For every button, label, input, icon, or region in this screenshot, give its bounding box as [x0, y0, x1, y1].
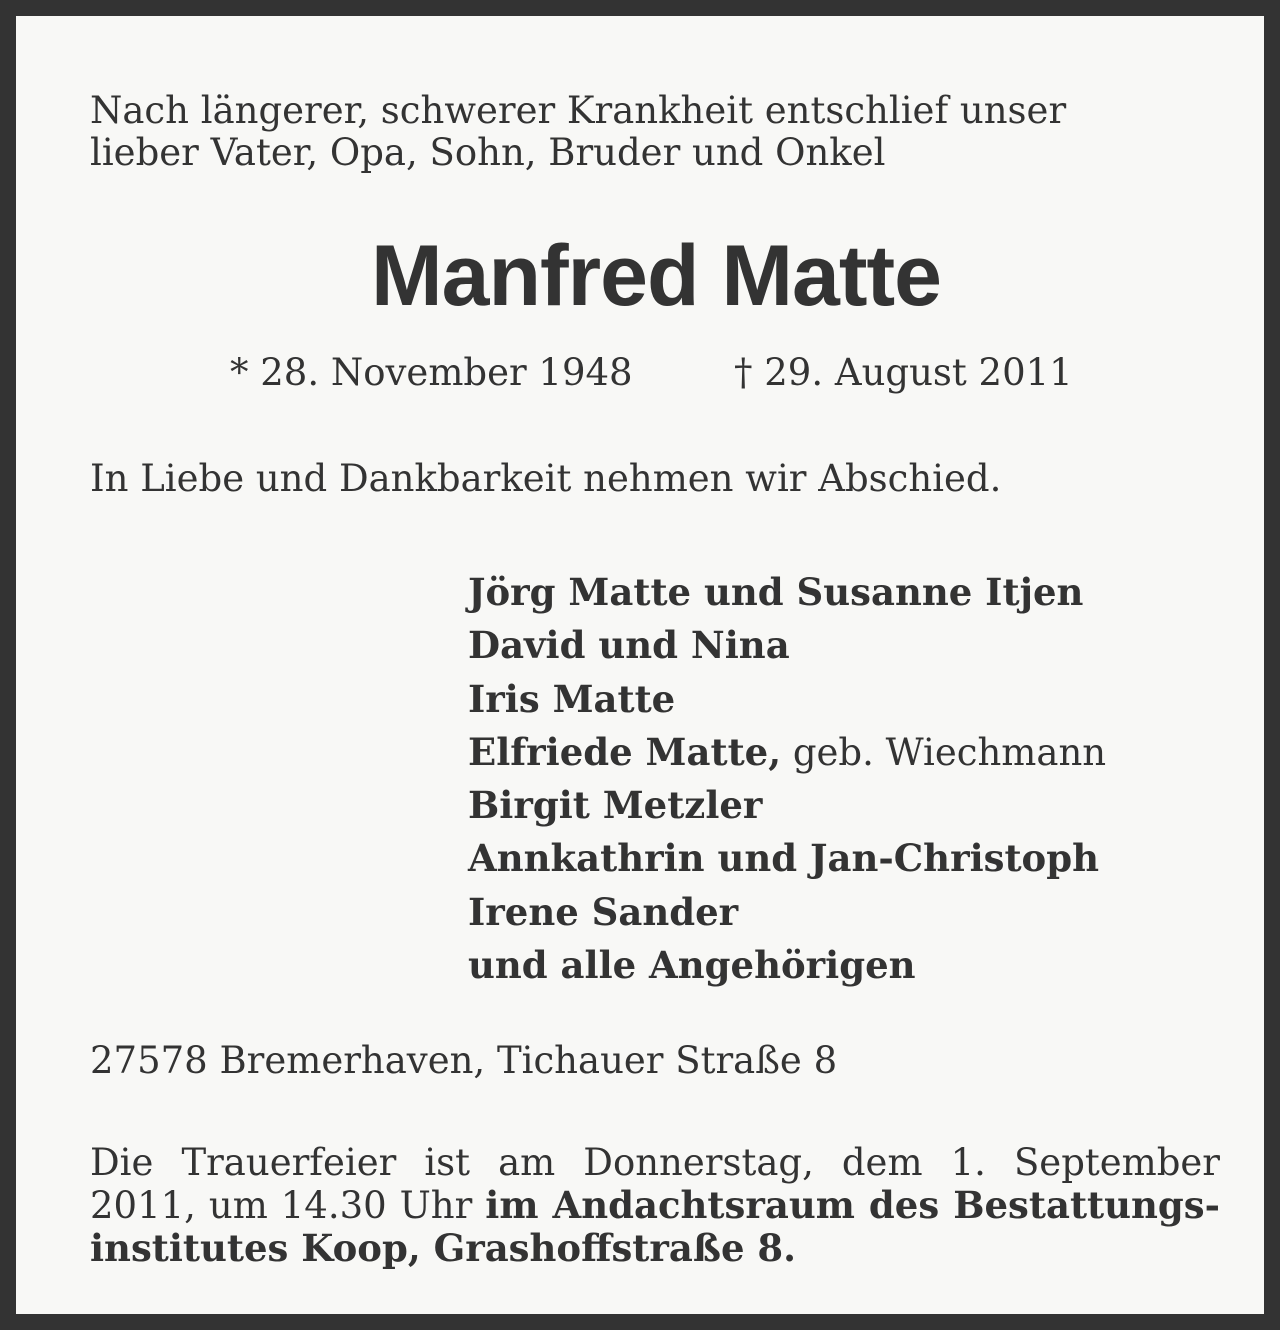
service-line-2 [90, 1184, 1220, 1227]
mourner-name: Irene Sander [468, 889, 739, 934]
service-location: im Andachtsraum des Bestattungs- [485, 1183, 1220, 1227]
mourner-name: Birgit Metzler [468, 783, 763, 828]
farewell-text: In Liebe und Dankbarkeit nehmen wir Abschied. [90, 457, 1002, 500]
mourner-item [468, 566, 1106, 619]
mourner-name: Iris Matte [468, 676, 676, 721]
mourner-item [468, 886, 1106, 939]
deceased-name: Manfred Matte [371, 228, 941, 324]
mourner-name: David und Nina [468, 623, 790, 668]
mourner-note: geb. Wiechmann [781, 730, 1107, 774]
mourners-list [468, 566, 1106, 992]
mourner-item [468, 619, 1106, 672]
mourner-name: Elfriede Matte, [468, 729, 782, 774]
mourner-name: Jörg Matte und Susanne Itjen [468, 570, 1084, 614]
mourner-name: Annkathrin und Jan-Christoph [468, 836, 1100, 881]
mourner-name: und alle Angehörigen [468, 943, 916, 988]
mourner-item [468, 726, 1106, 779]
funeral-service-info [90, 1142, 1220, 1269]
mourner-item [468, 832, 1106, 885]
death-date: † 29. August 2011 [734, 351, 1073, 394]
service-line-1: Die Trauerfeier ist am Donnerstag, dem 1. September [90, 1141, 1220, 1184]
intro-line-1: Nach längerer, schwerer Krankheit entschlief unser [90, 89, 1067, 132]
intro-line-2: lieber Vater, Opa, Sohn, Bruder und Onkel [90, 131, 886, 174]
birth-date: * 28. November 1948 [230, 351, 633, 394]
service-line-3: institutes Koop, Grashoffstraße 8. [90, 1226, 796, 1270]
mourner-item [468, 673, 1106, 726]
intro-text [90, 90, 1220, 174]
mourner-item [468, 779, 1106, 832]
address: 27578 Bremerhaven, Tichauer Straße 8 [90, 1039, 838, 1082]
mourner-item [468, 939, 1106, 992]
service-time: 2011, um 14.30 Uhr [90, 1184, 486, 1227]
